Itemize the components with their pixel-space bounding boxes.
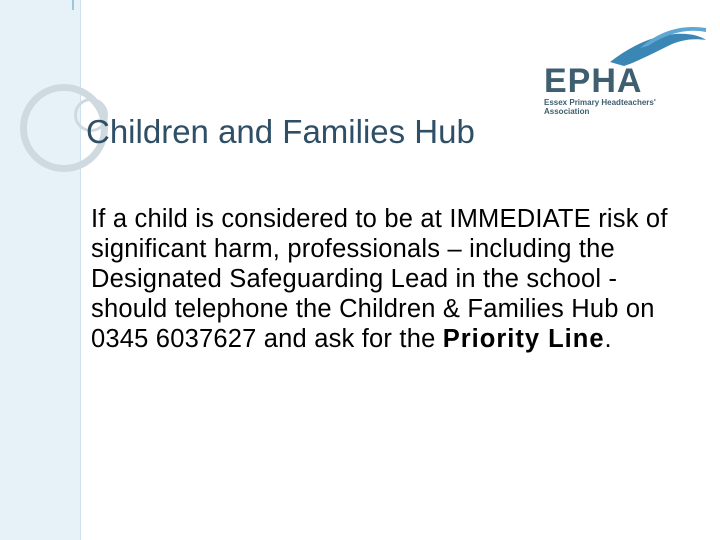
- decorative-side-band: [0, 0, 81, 540]
- decorative-line: [72, 0, 74, 10]
- body-text: If a child is considered to be at IMMEDIATE risk of significant harm, professionals – including the Designated Safeguarding Lead in the school - should telephone the Children & Families Hub on 0345 6037627 and ask for the: [91, 205, 668, 353]
- body-text-end: .: [604, 325, 612, 353]
- logo-subtitle-line2: Association: [544, 107, 590, 116]
- slide-title: Children and Families Hub: [86, 113, 475, 150]
- wing-icon: [540, 18, 710, 68]
- slide-body: [91, 204, 691, 354]
- logo-subtitle-line1: Essex Primary Headteachers': [544, 98, 656, 107]
- logo-wordmark: EPHA: [544, 62, 643, 100]
- epha-logo: [540, 18, 710, 116]
- logo-subtitle: [544, 98, 714, 116]
- body-emphasis: Priority Line: [442, 325, 605, 353]
